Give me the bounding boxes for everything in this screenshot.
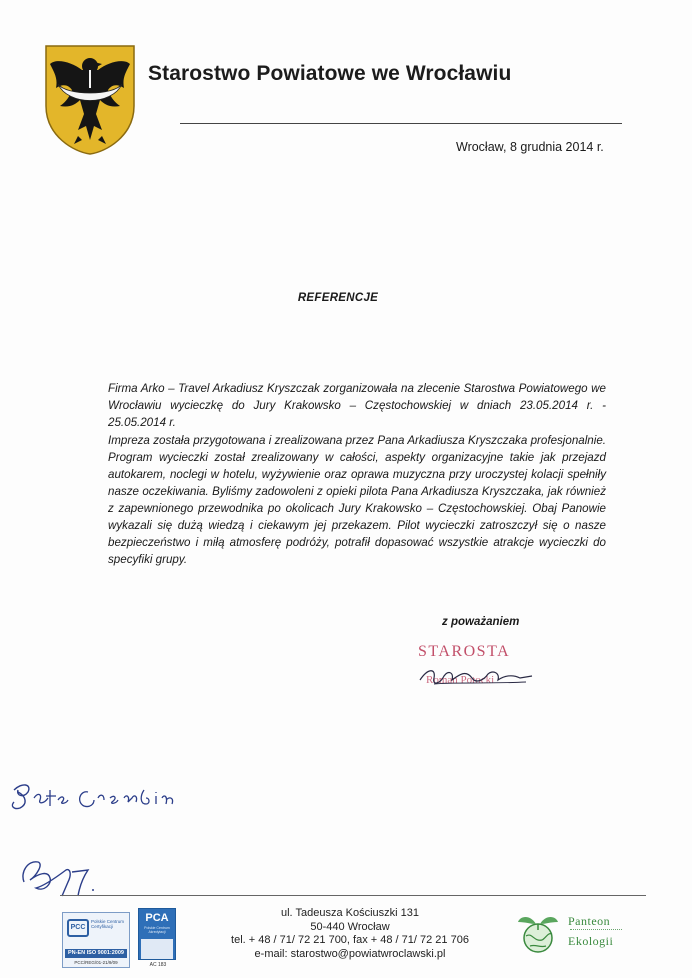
pcc-certificate-logo <box>62 912 130 968</box>
footer-divider <box>60 895 646 896</box>
address-city: 50-440 Wrocław <box>310 920 390 933</box>
stamp-title: STAROSTA <box>418 643 511 660</box>
closing-regards: z poważaniem <box>442 616 520 628</box>
coat-of-arms-icon <box>44 44 136 156</box>
panteon-ekologii-logo <box>514 908 632 960</box>
panteon-word-1: Panteon <box>568 914 611 928</box>
handwritten-signature-2 <box>14 852 98 904</box>
header-divider <box>180 123 622 124</box>
pcc-iso-standard: PN-EN ISO 9001:2009 <box>65 949 127 958</box>
pcc-mark: PCC <box>67 919 89 937</box>
pca-subtitle: Polskie Centrum Akredytacji <box>144 926 170 934</box>
pcc-subtitle: Polskie Centrum Certyfikacji <box>91 919 125 929</box>
address-street: ul. Tadeusza Kościuszki 131 <box>281 907 419 919</box>
body-paragraph-2: Impreza została przygotowana i zrealizowana przez Pana Arkadiusza Kryszczaka profesjonalnie. Program wycieczki został zrealizowany w całości, aspekty organizacyjne takie jak przejazd autokarem, noclegi w hotelu, wyżywienie oraz oprawa muzyczna przy uroczystej kolacji spełniły nasze oczekiwania. Byliśmy zadowoleni z opieki pilota Pana Arkadiusza Kryszczaka, jak również z zapewnionego przewodnika po okolicach Jury Krakowsko – Częstochowskiej. Obaj Panowie wykazali się dużą wiedzą i ciekawym jej przekazem. Pilot wycieczki zatroszczył się o nasze bezpieczeństwo i miłą atmosferę podróży, potrafił dopasować wszystkie atrakcje wycieczki do specyfiki grupy. <box>108 434 606 566</box>
address-phone-fax: tel. + 48 / 71/ 72 21 700, fax + 48 / 71/ 72 21 706 <box>231 934 469 946</box>
body-paragraph-1: Firma Arko – Travel Arkadiusz Kryszczak zorganizowała na zlecenie Starostwa Powiatowego we Wrocławiu wycieczkę do Jury Krakowsko – Częstochowskiej w dniach 23.05.2014 r. - 25.05.2014 r. <box>108 382 606 429</box>
starosta-signature <box>414 660 538 692</box>
panteon-word-2: Ekologii <box>568 934 614 948</box>
handwritten-signature-1 <box>6 776 178 818</box>
pcc-registry: PCC/REG/01-21/9/09 <box>74 960 118 965</box>
address-email: e-mail: starostwo@powiatwroclawski.pl <box>254 947 446 960</box>
pca-mark: PCA <box>145 912 169 924</box>
panteon-dotted-line <box>570 929 622 930</box>
stamp-name: Roman Potocki <box>426 674 495 686</box>
pca-band <box>141 939 173 959</box>
pca-accreditation-logo <box>138 908 176 960</box>
pca-code: AC 183 <box>149 962 167 968</box>
footer-address <box>200 907 500 961</box>
letter-date: Wrocław, 8 grudnia 2014 r. <box>456 140 604 154</box>
organization-name: Starostwo Powiatowe we Wrocławiu <box>148 62 512 85</box>
document-title: REFERENCJE <box>297 292 379 304</box>
globe-leaf-icon <box>514 910 564 960</box>
